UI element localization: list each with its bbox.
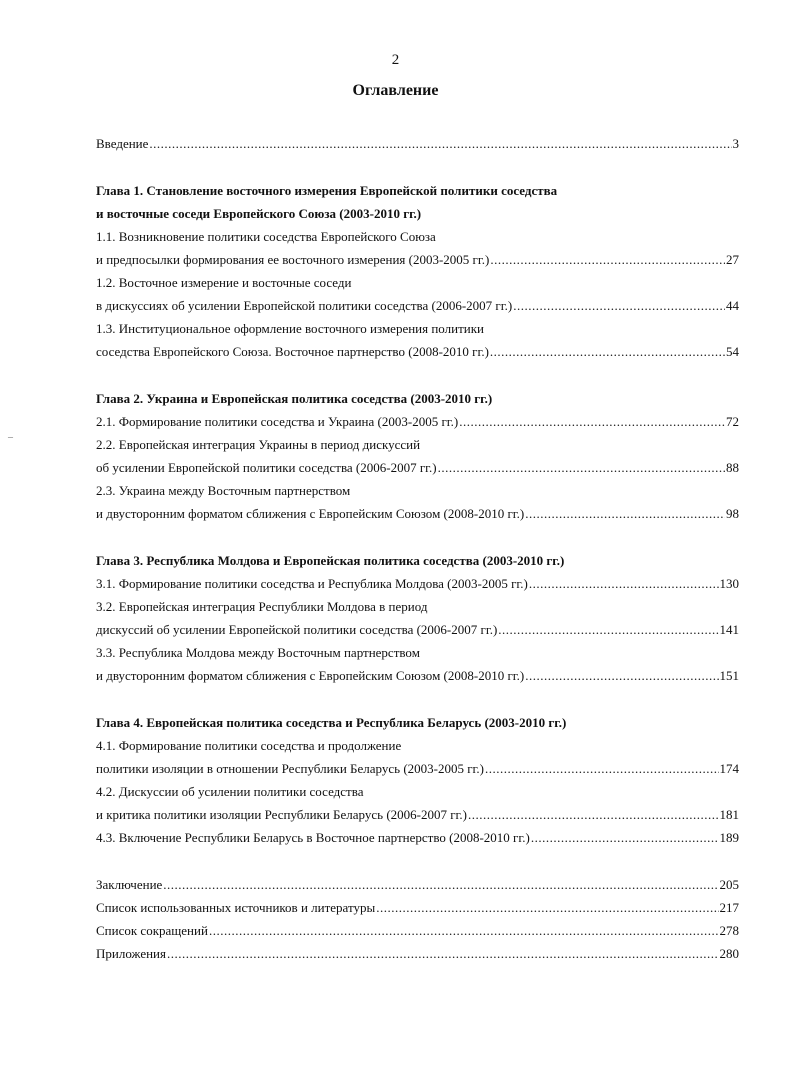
toc-entry[interactable] [96, 761, 739, 784]
toc-entry-page: 174 [719, 761, 739, 776]
toc-entry-text: и двусторонним форматом сближения с Европейским Союзом (2008-2010 гг.) [96, 506, 525, 521]
toc-entry-page: 88 [726, 460, 739, 475]
dot-leader [163, 877, 718, 893]
dot-leader [529, 576, 719, 592]
toc-entry-page: 130 [719, 576, 739, 591]
dot-leader [167, 946, 719, 962]
toc-entry-intro[interactable] [96, 136, 739, 159]
toc-entry[interactable] [96, 807, 739, 830]
toc-section-text[interactable]: 1.2. Восточное измерение и восточные соседи [96, 275, 352, 290]
toc-entry-page: 278 [719, 923, 739, 938]
toc-section-text[interactable]: 2.2. Европейская интеграция Украины в период дискуссий [96, 437, 421, 452]
toc-entry-text: 2.1. Формирование политики соседства и Украина (2003-2005 гг.) [96, 414, 459, 429]
toc-entry-text: в дискуссиях об усилении Европейской политики соседства (2006-2007 гг.) [96, 298, 513, 313]
toc-entry-text: Приложения [96, 946, 166, 961]
dot-leader [498, 622, 718, 638]
toc-section-text[interactable]: 1.3. Институциональное оформление восточного измерения политики [96, 321, 484, 336]
chapter-title[interactable]: Глава 4. Европейская политика соседства и Республика Беларусь (2003-2010 гг.) [96, 715, 567, 730]
toc-entry[interactable] [96, 344, 739, 367]
toc-entry-page: 151 [719, 668, 739, 683]
margin-mark: – [8, 432, 13, 443]
dot-leader [513, 298, 725, 314]
toc-entry-conclusion[interactable] [96, 877, 739, 900]
dot-leader [209, 923, 719, 939]
dot-leader [525, 506, 725, 522]
toc-section-text[interactable]: 2.3. Украина между Восточным партнерством [96, 483, 351, 498]
toc-entry-text: об усилении Европейской политики соседства (2006-2007 гг.) [96, 460, 437, 475]
chapter-title[interactable]: Глава 2. Украина и Европейская политика соседства (2003-2010 гг.) [96, 391, 493, 406]
dot-leader [490, 252, 725, 268]
toc-entry-page: 54 [726, 344, 739, 359]
toc-entry-page: 189 [719, 830, 739, 845]
dot-leader [459, 414, 725, 430]
toc-entry[interactable] [96, 252, 739, 275]
toc-entry[interactable] [96, 298, 739, 321]
toc-entry-page: 205 [719, 877, 739, 892]
toc-entry-page: 27 [726, 252, 739, 267]
toc-entry-page: 181 [719, 807, 739, 822]
toc-entry-text: политики изоляции в отношении Республики Беларусь (2003-2005 гг.) [96, 761, 485, 776]
dot-leader [149, 136, 731, 152]
toc-entry-page: 72 [726, 414, 739, 429]
back-matter [96, 877, 739, 969]
toc-entry[interactable] [96, 668, 739, 691]
toc-entry-appendices[interactable] [96, 946, 739, 969]
toc-entry-text: и двусторонним форматом сближения с Европейским Союзом (2008-2010 гг.) [96, 668, 525, 683]
chapter-title-cont[interactable]: и восточные соседи Европейского Союза (2003-2010 гг.) [96, 206, 422, 221]
toc-entry-text: и критика политики изоляции Республики Беларусь (2006-2007 гг.) [96, 807, 468, 822]
toc-entry-text: Список сокращений [96, 923, 208, 938]
toc-entry-text: и предпосылки формирования ее восточного измерения (2003-2005 гг.) [96, 252, 490, 267]
toc-entry-page: 280 [719, 946, 739, 961]
toc-entry-abbreviations[interactable] [96, 923, 739, 946]
chapter-1 [96, 183, 739, 367]
toc-entry-page: 98 [726, 506, 739, 521]
dot-leader [376, 900, 718, 916]
toc-entry-page: 3 [732, 136, 739, 151]
toc-entry-text: дискуссий об усилении Европейской политики соседства (2006-2007 гг.) [96, 622, 498, 637]
dot-leader [438, 460, 725, 476]
toc-entry-page: 217 [719, 900, 739, 915]
toc-entry[interactable] [96, 830, 739, 853]
chapter-3 [96, 553, 739, 691]
toc-entry-text: 3.1. Формирование политики соседства и Республика Молдова (2003-2005 гг.) [96, 576, 528, 591]
toc-entry-text: 4.3. Включение Республики Беларусь в Восточное партнерство (2008-2010 гг.) [96, 830, 530, 845]
chapter-2 [96, 391, 739, 529]
dot-leader [531, 830, 719, 846]
chapter-4 [96, 715, 739, 853]
toc-entry-text: соседства Европейского Союза. Восточное партнерство (2008-2010 гг.) [96, 344, 489, 359]
toc-entry[interactable] [96, 506, 739, 529]
toc-section-text[interactable]: 4.1. Формирование политики соседства и продолжение [96, 738, 402, 753]
toc-entry[interactable] [96, 414, 739, 437]
dot-leader [490, 344, 725, 360]
dot-leader [468, 807, 718, 823]
chapter-title[interactable]: Глава 1. Становление восточного измерения Европейской политики соседства [96, 183, 558, 198]
toc-entry[interactable] [96, 622, 739, 645]
chapter-title[interactable]: Глава 3. Республика Молдова и Европейская политика соседства (2003-2010 гг.) [96, 553, 565, 568]
toc-entry-text: Заключение [96, 877, 163, 892]
toc-section-text[interactable]: 1.1. Возникновение политики соседства Европейского Союза [96, 229, 436, 244]
page-title: Оглавление [352, 82, 439, 99]
toc-entry-page: 44 [726, 298, 739, 313]
dot-leader [485, 761, 718, 777]
dot-leader [525, 668, 718, 684]
toc-entry[interactable] [96, 460, 739, 483]
toc-entry[interactable] [96, 576, 739, 599]
toc-entry-page: 141 [719, 622, 739, 637]
toc-entry-text: Список использованных источников и литературы [96, 900, 376, 915]
toc-entry-text: Введение [96, 136, 149, 151]
page-number: 2 [391, 52, 400, 68]
toc-section-text[interactable]: 4.2. Дискуссии об усилении политики соседства [96, 784, 364, 799]
toc-section-text[interactable]: 3.3. Республика Молдова между Восточным партнерством [96, 645, 420, 660]
toc-section-text[interactable]: 3.2. Европейская интеграция Республики Молдова в период [96, 599, 428, 614]
table-of-contents [96, 136, 739, 969]
toc-entry-sources[interactable] [96, 900, 739, 923]
